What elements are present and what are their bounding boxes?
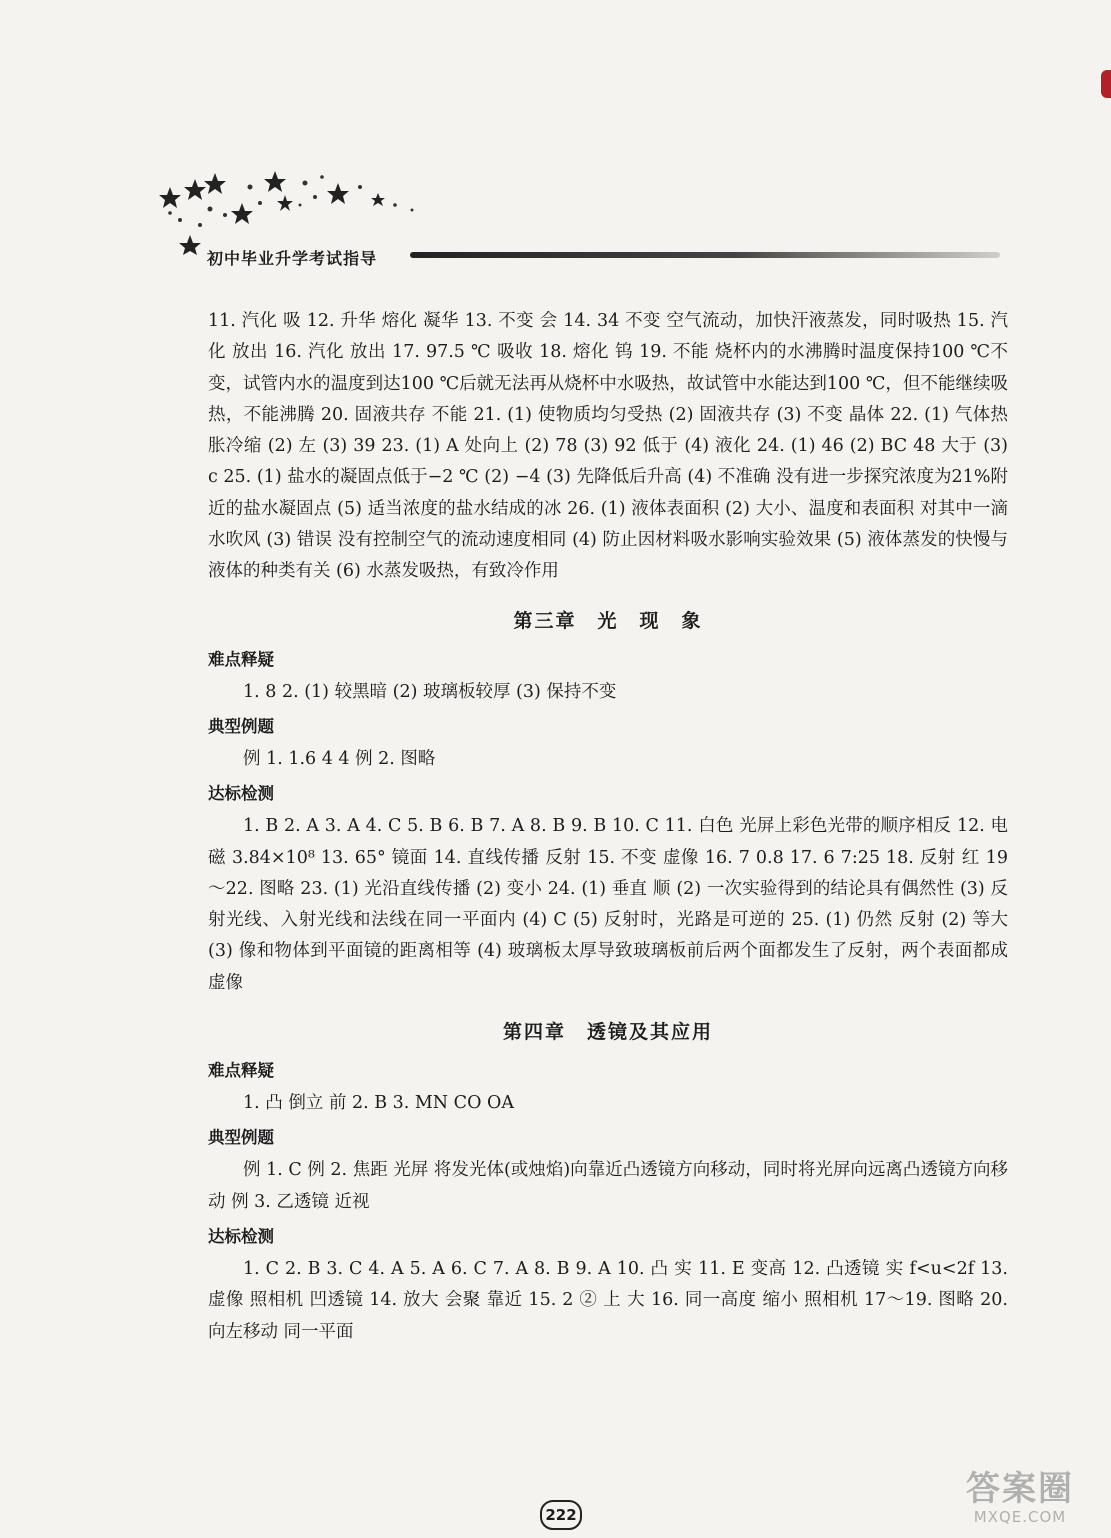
stars-decoration-icon: [150, 165, 430, 255]
chapter2-answers: 11. 汽化 吸 12. 升华 熔化 凝华 13. 不变 会 14. 34 不变 空气流动，加快汗液蒸发，同时吸热 15. 汽化 放出 16. 汽化 放出 17. 97.5 ℃ 吸收 18. 熔化 钨 19. 不能 烧杯内的水沸腾时温度保持100 ℃不变，试管内水的温度到达100 ℃后就无法再从烧杯中水吸热，故试管中水能达到100 ℃，但不能继续吸热，不能沸腾 20. 固液共存 不能 21. (1) 使物质均匀受热 (2) 固液共存 (3) 不变 晶体 22. (1) 气体热胀冷缩 (2) 左 (3) 39 23. (1) A 处向上 (2) 78 (3) 92 低于 (4) 液化 24. (1) 46 (2) BC 48 大于 (3) c 25. (1) 盐水的凝固点低于−2 ℃ (2) −4 (3) 先降低后升高 (4) 不准确 没有进一步探究浓度为21%附近的盐水凝固点 (5) 适当浓度的盐水结成的冰 26. (1) 液体表面积 (2) 大小、温度和表面积 对其中一滴水吹风 (3) 错误 没有控制空气的流动速度相同 (4) 防止因材料吸水影响实验效果 (5) 液体蒸发的快慢与液体的种类有关 (6) 水蒸发吸热，有致冷作用: [208, 311, 1008, 582]
page-number: 222: [540, 1500, 582, 1530]
answer-content: [208, 306, 1008, 1348]
header-title: 初中毕业升学考试指导: [207, 249, 378, 268]
chapter3-section-heading: 难点释疑: [208, 649, 274, 669]
page-edge-mark: [1101, 70, 1111, 98]
chapter4-title: 第四章 透镜及其应用: [502, 1021, 713, 1044]
chapter4-section-heading: 难点释疑: [208, 1061, 274, 1081]
chapter3-section-text: 例 1. 1.6 4 4 例 2. 图略: [243, 748, 436, 769]
chapter4-section-text: 例 1. C 例 2. 焦距 光屏 将发光体(或烛焰)向靠近凸透镜方向移动，同时将光屏向远离凸透镜方向移动 例 3. 乙透镜 近视: [208, 1160, 1008, 1212]
chapter3-section-heading: 达标检测: [208, 784, 274, 804]
chapter3-section-text: 1. B 2. A 3. A 4. C 5. B 6. B 7. A 8. B 9. B 10. C 11. 白色 光屏上彩色光带的顺序相反 12. 电磁 3.84×10⁸ 13. 65° 镜面 14. 直线传播 反射 15. 不变 虚像 16. 7 0.8 17. 6 7:25 18. 反射 红 19～22. 图略 23. (1) 光沿直线传播 (2) 变小 24. (1) 垂直 顺 (2) 一次实验得到的结论具有偶然性 (3) 反射光线、入射光线和法线在同一平面内 (4) C (5) 反射时，光路是可逆的 25. (1) 仍然 反射 (2) 等大 (3) 像和物体到平面镜的距离相等 (4) 玻璃板太厚导致玻璃板前后两个面都发生了反射，两个表面都成虚像: [208, 816, 1008, 993]
chapter4-section-text: 1. 凸 倒立 前 2. B 3. MN CO OA: [243, 1093, 514, 1114]
chapter3-section-text: 1. 8 2. (1) 较黑暗 (2) 玻璃板较厚 (3) 保持不变: [243, 681, 617, 702]
watermark: [930, 1470, 1110, 1536]
chapter4-section-text: 1. C 2. B 3. C 4. A 5. A 6. C 7. A 8. B 9. A 10. 凸 实 11. E 变高 12. 凸透镜 实 f<u<2f 13. 虚像 照相机 凹透镜 14. 放大 会聚 靠近 15. 2 ② 上 大 16. 同一高度 缩小 照相机 17～19. 图略 20. 向左移动 同一平面: [208, 1258, 1008, 1342]
chapter3-section-heading: 典型例题: [208, 716, 274, 736]
chapter4-section-heading: 典型例题: [208, 1128, 274, 1148]
watermark-logo: 答案圈: [966, 1469, 1074, 1509]
chapter3-title: 第三章 光 现 象: [513, 609, 703, 632]
watermark-url: MXQE.COM: [973, 1508, 1067, 1526]
header-rule: [410, 252, 1000, 258]
chapter4-section-heading: 达标检测: [208, 1226, 274, 1246]
